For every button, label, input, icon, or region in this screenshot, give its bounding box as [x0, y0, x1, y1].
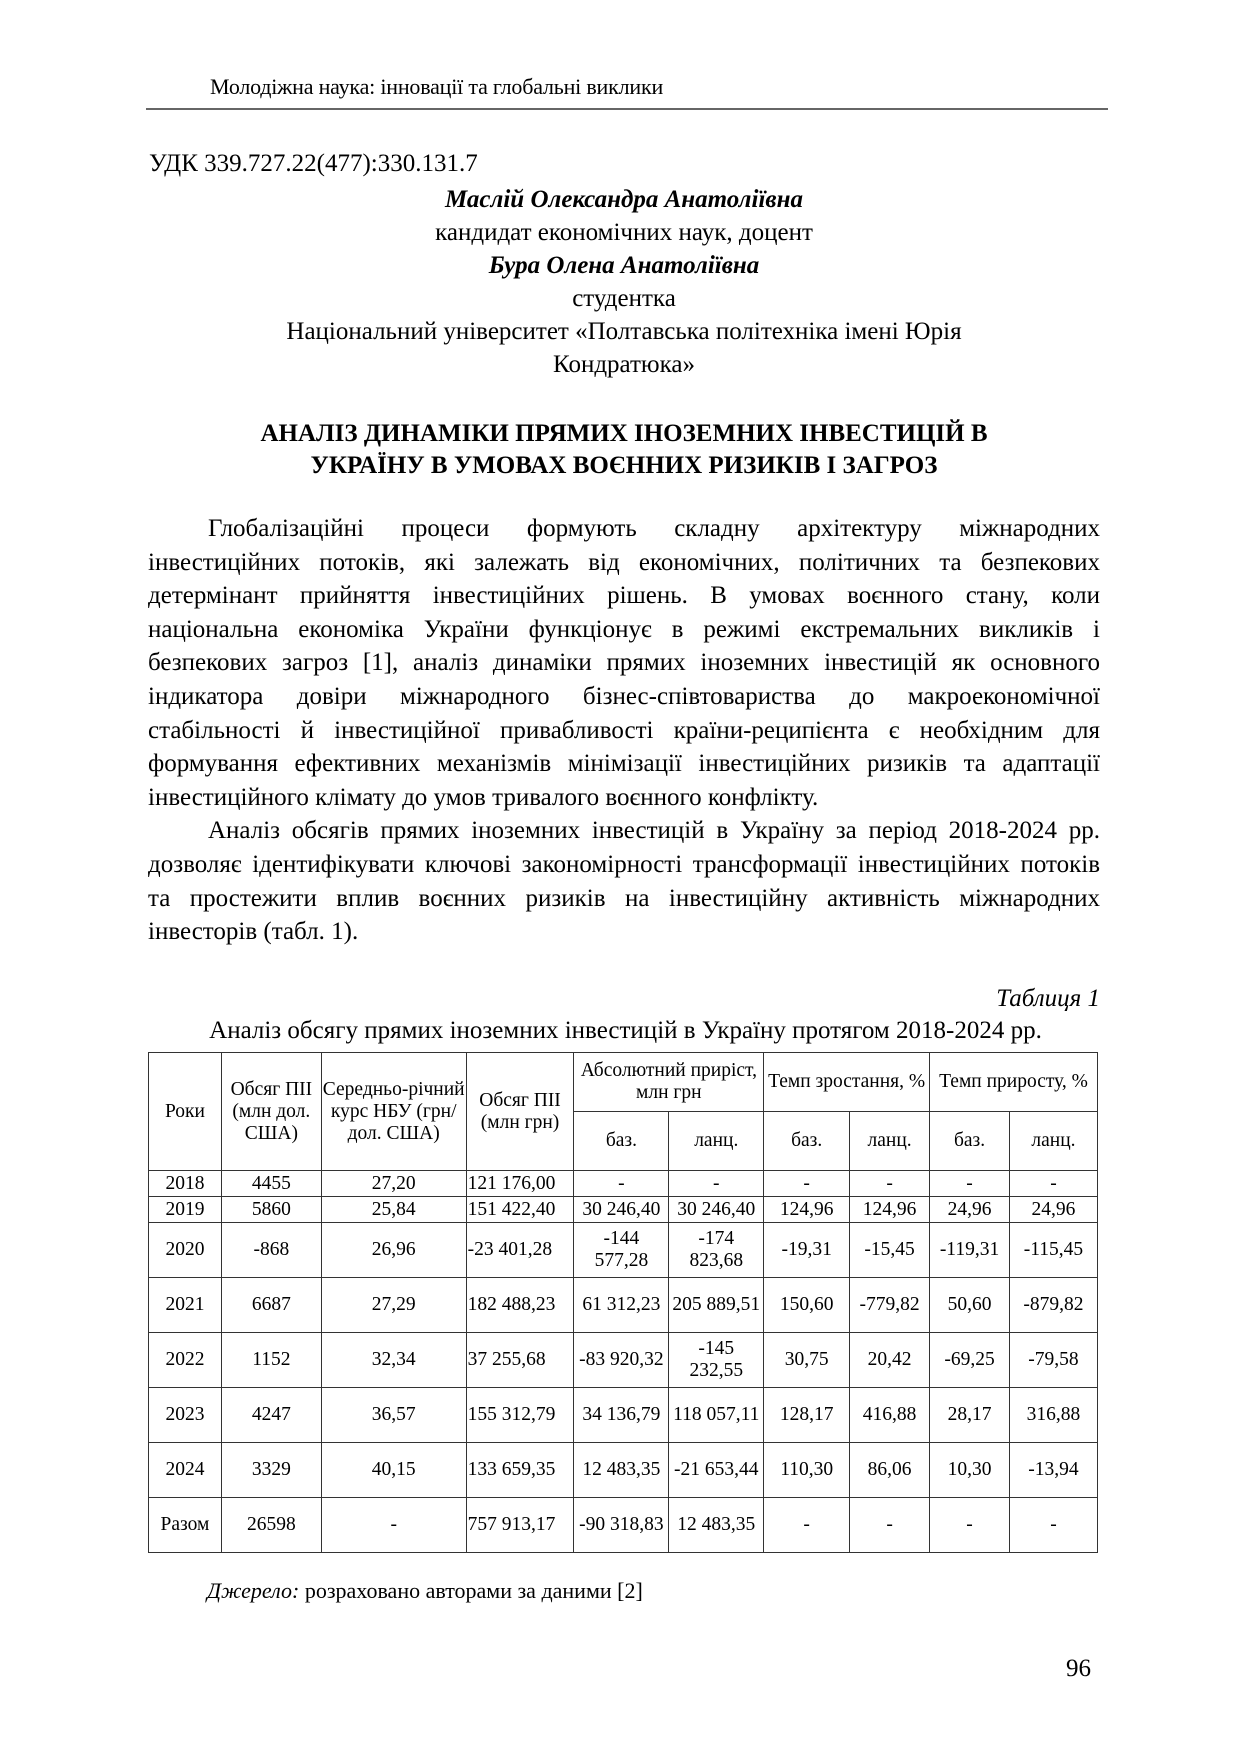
table-row — [149, 1333, 1098, 1388]
table-cell-inc-base: 24,96 — [930, 1197, 1010, 1223]
table-cell-gr-base: - — [764, 1498, 850, 1553]
table-cell-fdi-uah: 133 659,35 — [466, 1443, 574, 1498]
header-base: баз. — [574, 1112, 669, 1171]
header-increase-rate: Темп приросту, % — [930, 1053, 1098, 1112]
table-cell-gr-chain: 124,96 — [850, 1197, 930, 1223]
author-name: Маслій Олександра Анатоліївна — [445, 186, 803, 213]
fdi-table — [148, 1052, 1098, 1553]
table-row — [149, 1388, 1098, 1443]
table-cell-fdi-usd: 3329 — [221, 1443, 321, 1498]
table-cell-year: 2023 — [149, 1388, 222, 1443]
source-label: Джерело: — [207, 1578, 300, 1603]
table-label: Таблиця 1 — [996, 985, 1100, 1012]
table-cell-abs-chain: 12 483,35 — [669, 1498, 764, 1553]
table-cell-inc-base: - — [930, 1498, 1010, 1553]
table-cell-year: Разом — [149, 1498, 222, 1553]
header-chain: ланц. — [1009, 1112, 1097, 1171]
table-cell-abs-chain: - — [669, 1171, 764, 1197]
table-cell-year: 2020 — [149, 1223, 222, 1278]
table-cell-fdi-uah: -23 401,28 — [466, 1223, 574, 1278]
table-cell-fdi-uah: 37 255,68 — [466, 1333, 574, 1388]
table-cell-inc-base: 10,30 — [930, 1443, 1010, 1498]
table-cell-abs-chain: -145 232,55 — [669, 1333, 764, 1388]
article-title — [148, 418, 1100, 482]
table-cell-fdi-uah: 182 488,23 — [466, 1278, 574, 1333]
table-source — [207, 1578, 643, 1604]
affiliation: Кондратюка» — [553, 351, 695, 378]
table-title: Аналіз обсягу прямих іноземних інвестицій в Україну протягом 2018-2024 рр. — [209, 1017, 1042, 1044]
table-cell-year: 2024 — [149, 1443, 222, 1498]
header-fdi-usd: Обсяг ПІІ (млн дол. США) — [221, 1053, 321, 1171]
author-block — [148, 183, 1100, 381]
table-cell-gr-base: 128,17 — [764, 1388, 850, 1443]
table-cell-fdi-usd: 1152 — [221, 1333, 321, 1388]
table-cell-inc-chain: 316,88 — [1009, 1388, 1097, 1443]
table-cell-rate: 25,84 — [321, 1197, 466, 1223]
table-cell-rate: - — [321, 1498, 466, 1553]
table-cell-gr-base: 30,75 — [764, 1333, 850, 1388]
table-cell-fdi-uah: 757 913,17 — [466, 1498, 574, 1553]
header-rule — [146, 108, 1108, 110]
udk-code: УДК 339.727.22(477):330.131.7 — [149, 150, 478, 177]
table-cell-inc-chain: - — [1009, 1498, 1097, 1553]
table-cell-abs-base: -90 318,83 — [574, 1498, 669, 1553]
header-abs-growth: Абсолютний приріст, млн грн — [574, 1053, 764, 1112]
table-cell-abs-chain: -21 653,44 — [669, 1443, 764, 1498]
table-cell-year: 2019 — [149, 1197, 222, 1223]
table-cell-gr-base: 124,96 — [764, 1197, 850, 1223]
table-cell-rate: 27,29 — [321, 1278, 466, 1333]
table-row — [149, 1498, 1098, 1553]
table-cell-gr-base: 110,30 — [764, 1443, 850, 1498]
table-cell-abs-base: -83 920,32 — [574, 1333, 669, 1388]
source-text: розраховано авторами за даними [2] — [299, 1578, 643, 1603]
table-cell-fdi-usd: 5860 — [221, 1197, 321, 1223]
header-base: баз. — [930, 1112, 1010, 1171]
table-cell-abs-chain: 118 057,11 — [669, 1388, 764, 1443]
table-cell-gr-chain: - — [850, 1171, 930, 1197]
author-name: Бура Олена Анатоліївна — [488, 252, 760, 279]
header-fdi-uah: Обсяг ПІІ (млн грн) — [466, 1053, 574, 1171]
table-cell-gr-base: - — [764, 1171, 850, 1197]
affiliation: Національний університет «Полтавська політехніка імені Юрія — [286, 318, 962, 345]
table-cell-gr-chain: 416,88 — [850, 1388, 930, 1443]
table-cell-abs-base: 12 483,35 — [574, 1443, 669, 1498]
article-body — [148, 512, 1100, 949]
table-row — [149, 1443, 1098, 1498]
header-growth-rate: Темп зростання, % — [764, 1053, 930, 1112]
table-cell-rate: 36,57 — [321, 1388, 466, 1443]
table-cell-gr-chain: 20,42 — [850, 1333, 930, 1388]
table-cell-abs-base: 34 136,79 — [574, 1388, 669, 1443]
table-cell-fdi-usd: 4247 — [221, 1388, 321, 1443]
table-cell-abs-base: 61 312,23 — [574, 1278, 669, 1333]
header-base: баз. — [764, 1112, 850, 1171]
title-line: АНАЛІЗ ДИНАМІКИ ПРЯМИХ ІНОЗЕМНИХ ІНВЕСТИЦІЙ В — [260, 420, 988, 447]
table-cell-inc-base: -69,25 — [930, 1333, 1010, 1388]
table-cell-abs-base: 30 246,40 — [574, 1197, 669, 1223]
table-cell-inc-chain: -79,58 — [1009, 1333, 1097, 1388]
paragraph: Аналіз обсягів прямих іноземних інвестицій в Україну за період 2018-2024 рр. дозволяє ідентифікувати ключові закономірності трансформації інвестиційних потоків та простежити вплив воєнних ризиків на інвестиційну активність міжнародних інвесторів (табл. 1). — [148, 817, 1100, 946]
table-cell-inc-chain: -115,45 — [1009, 1223, 1097, 1278]
header-nbu-rate: Середньо-річний курс НБУ (грн/дол. США) — [321, 1053, 466, 1171]
table-cell-inc-base: 50,60 — [930, 1278, 1010, 1333]
table-cell-inc-chain: - — [1009, 1171, 1097, 1197]
table-cell-fdi-usd: -868 — [221, 1223, 321, 1278]
title-line: УКРАЇНУ В УМОВАХ ВОЄННИХ РИЗИКІВ І ЗАГРОЗ — [310, 452, 938, 479]
table-cell-inc-chain: -879,82 — [1009, 1278, 1097, 1333]
table-row — [149, 1171, 1098, 1197]
table-cell-abs-base: -144 577,28 — [574, 1223, 669, 1278]
table-row — [149, 1197, 1098, 1223]
paragraph: Глобалізаційні процеси формують складну архітектуру міжнародних інвестиційних потоків, які залежать від економічних, політичних та безпекових детермінант прийняття інвестиційних рішень. В умовах воєнного стану, коли національна економіка України функціонує в режимі екстремальних викликів і безпекових загроз [1], аналіз динаміки прямих іноземних інвестицій як основного індикатора довіри міжнародного бізнес-співтовариства до макроекономічної стабільності й інвестиційної привабливості країни-реципієнта є необхідним для формування ефективних механізмів мінімізації інвестиційних ризиків та адаптації інвестиційного клімату до умов тривалого воєнного конфлікту. — [148, 515, 1100, 811]
header-years: Роки — [149, 1053, 222, 1171]
table-cell-gr-chain: 86,06 — [850, 1443, 930, 1498]
table-cell-abs-chain: -174 823,68 — [669, 1223, 764, 1278]
table-cell-rate: 27,20 — [321, 1171, 466, 1197]
table-cell-abs-base: - — [574, 1171, 669, 1197]
table-cell-fdi-uah: 121 176,00 — [466, 1171, 574, 1197]
table-cell-gr-chain: -779,82 — [850, 1278, 930, 1333]
running-head: Молодіжна наука: інновації та глобальні виклики — [210, 74, 664, 99]
page-number: 96 — [1066, 1655, 1091, 1682]
table-cell-year: 2022 — [149, 1333, 222, 1388]
table-cell-gr-base: -19,31 — [764, 1223, 850, 1278]
table-cell-inc-base: - — [930, 1171, 1010, 1197]
header-chain: ланц. — [669, 1112, 764, 1171]
table-cell-inc-chain: 24,96 — [1009, 1197, 1097, 1223]
author-position: кандидат економічних наук, доцент — [435, 219, 813, 246]
table-cell-inc-base: 28,17 — [930, 1388, 1010, 1443]
table-cell-rate: 32,34 — [321, 1333, 466, 1388]
table-cell-inc-base: -119,31 — [930, 1223, 1010, 1278]
table-cell-abs-chain: 205 889,51 — [669, 1278, 764, 1333]
table-cell-fdi-uah: 155 312,79 — [466, 1388, 574, 1443]
table-cell-rate: 26,96 — [321, 1223, 466, 1278]
table-cell-fdi-usd: 6687 — [221, 1278, 321, 1333]
header-chain: ланц. — [850, 1112, 930, 1171]
table-cell-rate: 40,15 — [321, 1443, 466, 1498]
table-cell-gr-chain: -15,45 — [850, 1223, 930, 1278]
author-position: студентка — [572, 285, 676, 312]
table-cell-abs-chain: 30 246,40 — [669, 1197, 764, 1223]
table-cell-fdi-usd: 26598 — [221, 1498, 321, 1553]
table-cell-year: 2018 — [149, 1171, 222, 1197]
table-row — [149, 1278, 1098, 1333]
table-cell-gr-chain: - — [850, 1498, 930, 1553]
table-cell-year: 2021 — [149, 1278, 222, 1333]
table-row — [149, 1223, 1098, 1278]
table-cell-inc-chain: -13,94 — [1009, 1443, 1097, 1498]
table-cell-gr-base: 150,60 — [764, 1278, 850, 1333]
table-cell-fdi-uah: 151 422,40 — [466, 1197, 574, 1223]
table-cell-fdi-usd: 4455 — [221, 1171, 321, 1197]
